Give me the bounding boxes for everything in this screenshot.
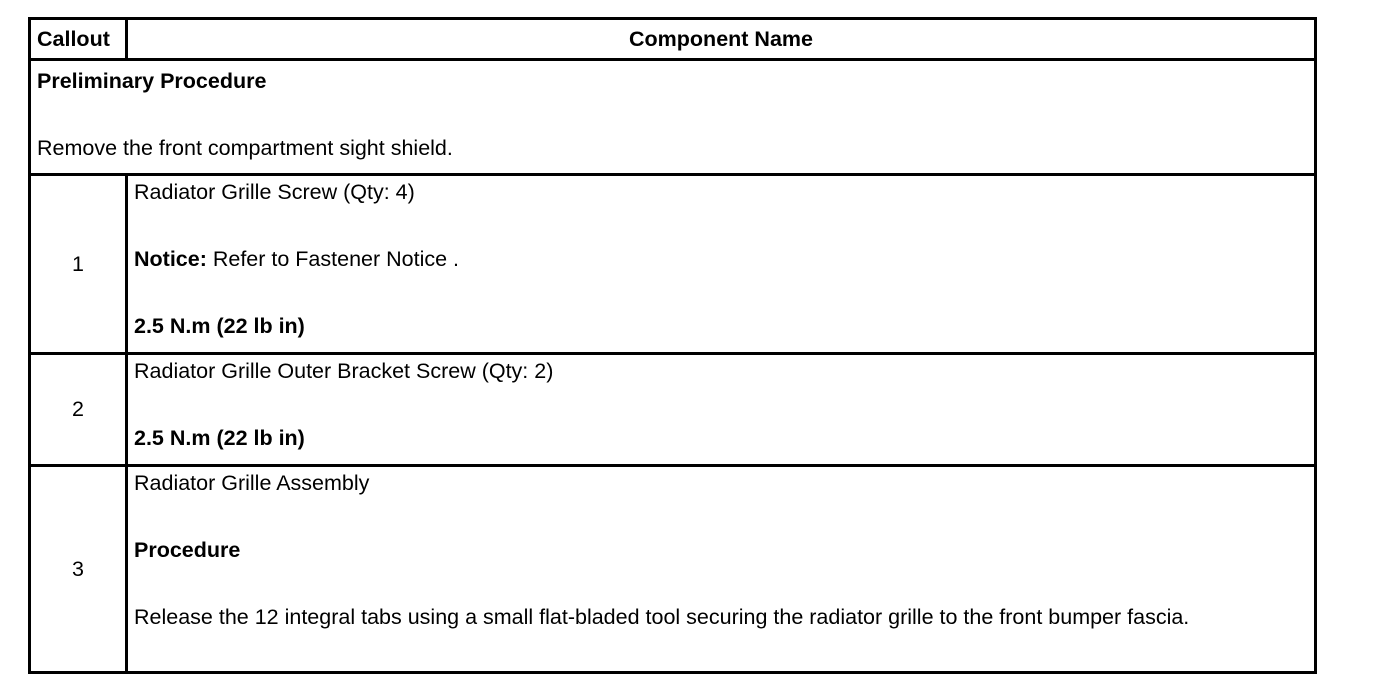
preliminary-text: Remove the front compartment sight shield. bbox=[37, 136, 453, 160]
component-name: Radiator Grille Assembly bbox=[134, 471, 370, 495]
callout-number: 3 bbox=[30, 466, 127, 673]
component-cell bbox=[127, 175, 1316, 354]
table-row bbox=[30, 466, 1316, 673]
component-name: Radiator Grille Screw (Qty: 4) bbox=[134, 180, 415, 204]
header-callout: Callout bbox=[30, 19, 127, 60]
component-cell bbox=[127, 466, 1316, 673]
notice-line bbox=[134, 247, 1308, 272]
callout-number: 1 bbox=[30, 175, 127, 354]
component-table bbox=[28, 17, 1317, 674]
notice-text: Refer to Fastener Notice . bbox=[206, 247, 460, 271]
table-row bbox=[30, 354, 1316, 466]
component-cell bbox=[127, 354, 1316, 466]
procedure-text: Release the 12 integral tabs using a small flat-bladed tool securing the radiator grille to the front bumper fascia. bbox=[134, 605, 1190, 629]
table-row bbox=[30, 175, 1316, 354]
preliminary-cell bbox=[30, 60, 1316, 175]
preliminary-title: Preliminary Procedure bbox=[37, 69, 267, 93]
preliminary-row bbox=[30, 60, 1316, 175]
torque-spec: 2.5 N.m (22 lb in) bbox=[134, 314, 305, 338]
torque-spec: 2.5 N.m (22 lb in) bbox=[134, 426, 305, 450]
component-name: Radiator Grille Outer Bracket Screw (Qty: 2) bbox=[134, 359, 554, 383]
callout-number: 2 bbox=[30, 354, 127, 466]
procedure-label: Procedure bbox=[134, 538, 241, 562]
notice-label: Notice: bbox=[134, 247, 207, 271]
header-component-name: Component Name bbox=[127, 19, 1316, 60]
header-row bbox=[30, 19, 1316, 60]
